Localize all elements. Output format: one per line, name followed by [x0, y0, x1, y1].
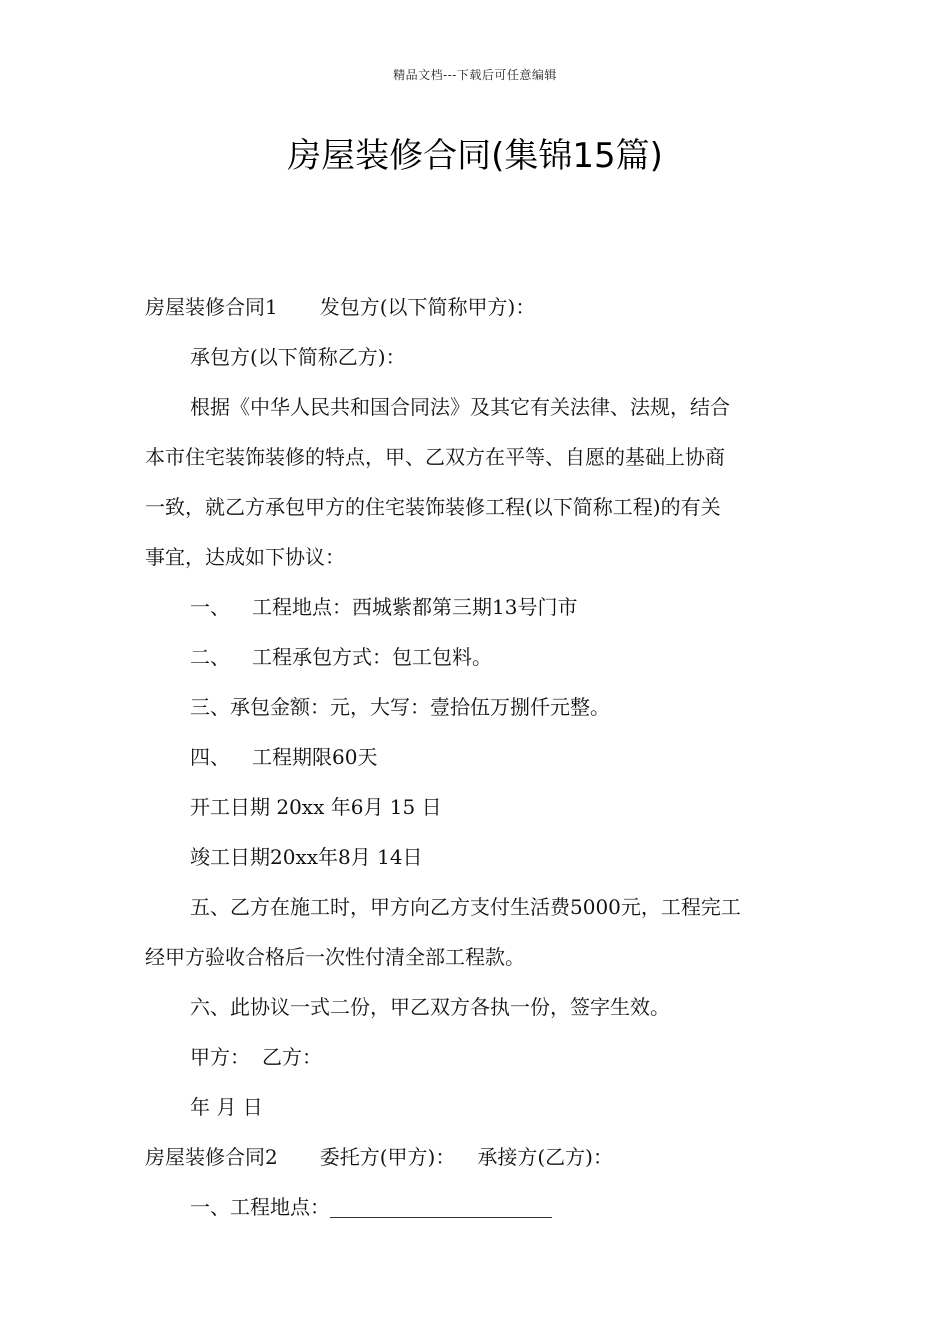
contractor-label: 承接方(乙方)： [477, 1145, 613, 1169]
contract2-clause-1-label: 一、工程地点： [190, 1195, 330, 1219]
clause-4-number: 四、 [190, 745, 230, 769]
signature-line [145, 1032, 807, 1082]
clause-3: 三、承包金额：元，大写：壹拾伍万捌仟元整。 [190, 695, 610, 719]
clause-2-number: 二、 [190, 645, 230, 669]
contract1-heading-line [145, 282, 807, 332]
intro-line-3: 一致，就乙方承包甲方的住宅装饰装修工程(以下简称工程)的有关 [145, 495, 721, 519]
clause-4-text: 工程期限60天 [252, 745, 378, 769]
start-date: 开工日期 20xx 年6月 15 日 [190, 795, 442, 819]
signature-party-a: 甲方： [190, 1045, 250, 1069]
clause-1 [145, 582, 807, 632]
clause-1-text: 工程地点：西城紫都第三期13号门市 [252, 595, 578, 619]
clause-6: 六、此协议一式二份，甲乙双方各执一份，签字生效。 [190, 995, 670, 1019]
signature-date: 年 月 日 [190, 1095, 263, 1119]
clause-1-number: 一、 [190, 595, 230, 619]
intro-line-1: 根据《中华人民共和国合同法》及其它有关法律、法规，结合 [190, 395, 730, 419]
contract2-heading-line [145, 1132, 807, 1182]
header-note: 精品文档---下载后可任意编辑 [393, 68, 557, 82]
document-title: 房屋装修合同(集锦15篇) [287, 136, 663, 176]
end-date: 竣工日期20xx年8月 14日 [190, 845, 423, 869]
clause-5-line-1: 五、乙方在施工时，甲方向乙方支付生活费5000元，工程完工 [190, 895, 741, 919]
client-label: 委托方(甲方)： [319, 1145, 456, 1169]
contract2-heading: 房屋装修合同2 [145, 1145, 278, 1169]
contract2-clause-1 [145, 1182, 807, 1232]
contract1-heading: 房屋装修合同1 [145, 295, 278, 319]
party-a-label: 发包方(以下简称甲方)： [319, 295, 536, 319]
intro-line-4: 事宜，达成如下协议： [145, 545, 345, 569]
party-b-label: 承包方(以下简称乙方)： [190, 345, 406, 369]
signature-party-b: 乙方： [262, 1045, 322, 1069]
clause-2 [145, 632, 807, 682]
intro-line-2: 本市住宅装饰装修的特点，甲、乙双方在平等、自愿的基础上协商 [145, 445, 725, 469]
clause-5-line-2: 经甲方验收合格后一次性付清全部工程款。 [145, 945, 525, 969]
fill-in-blank[interactable] [330, 1216, 552, 1218]
clause-4 [145, 732, 807, 782]
clause-2-text: 工程承包方式：包工包料。 [252, 645, 492, 669]
document-body [145, 282, 807, 1232]
